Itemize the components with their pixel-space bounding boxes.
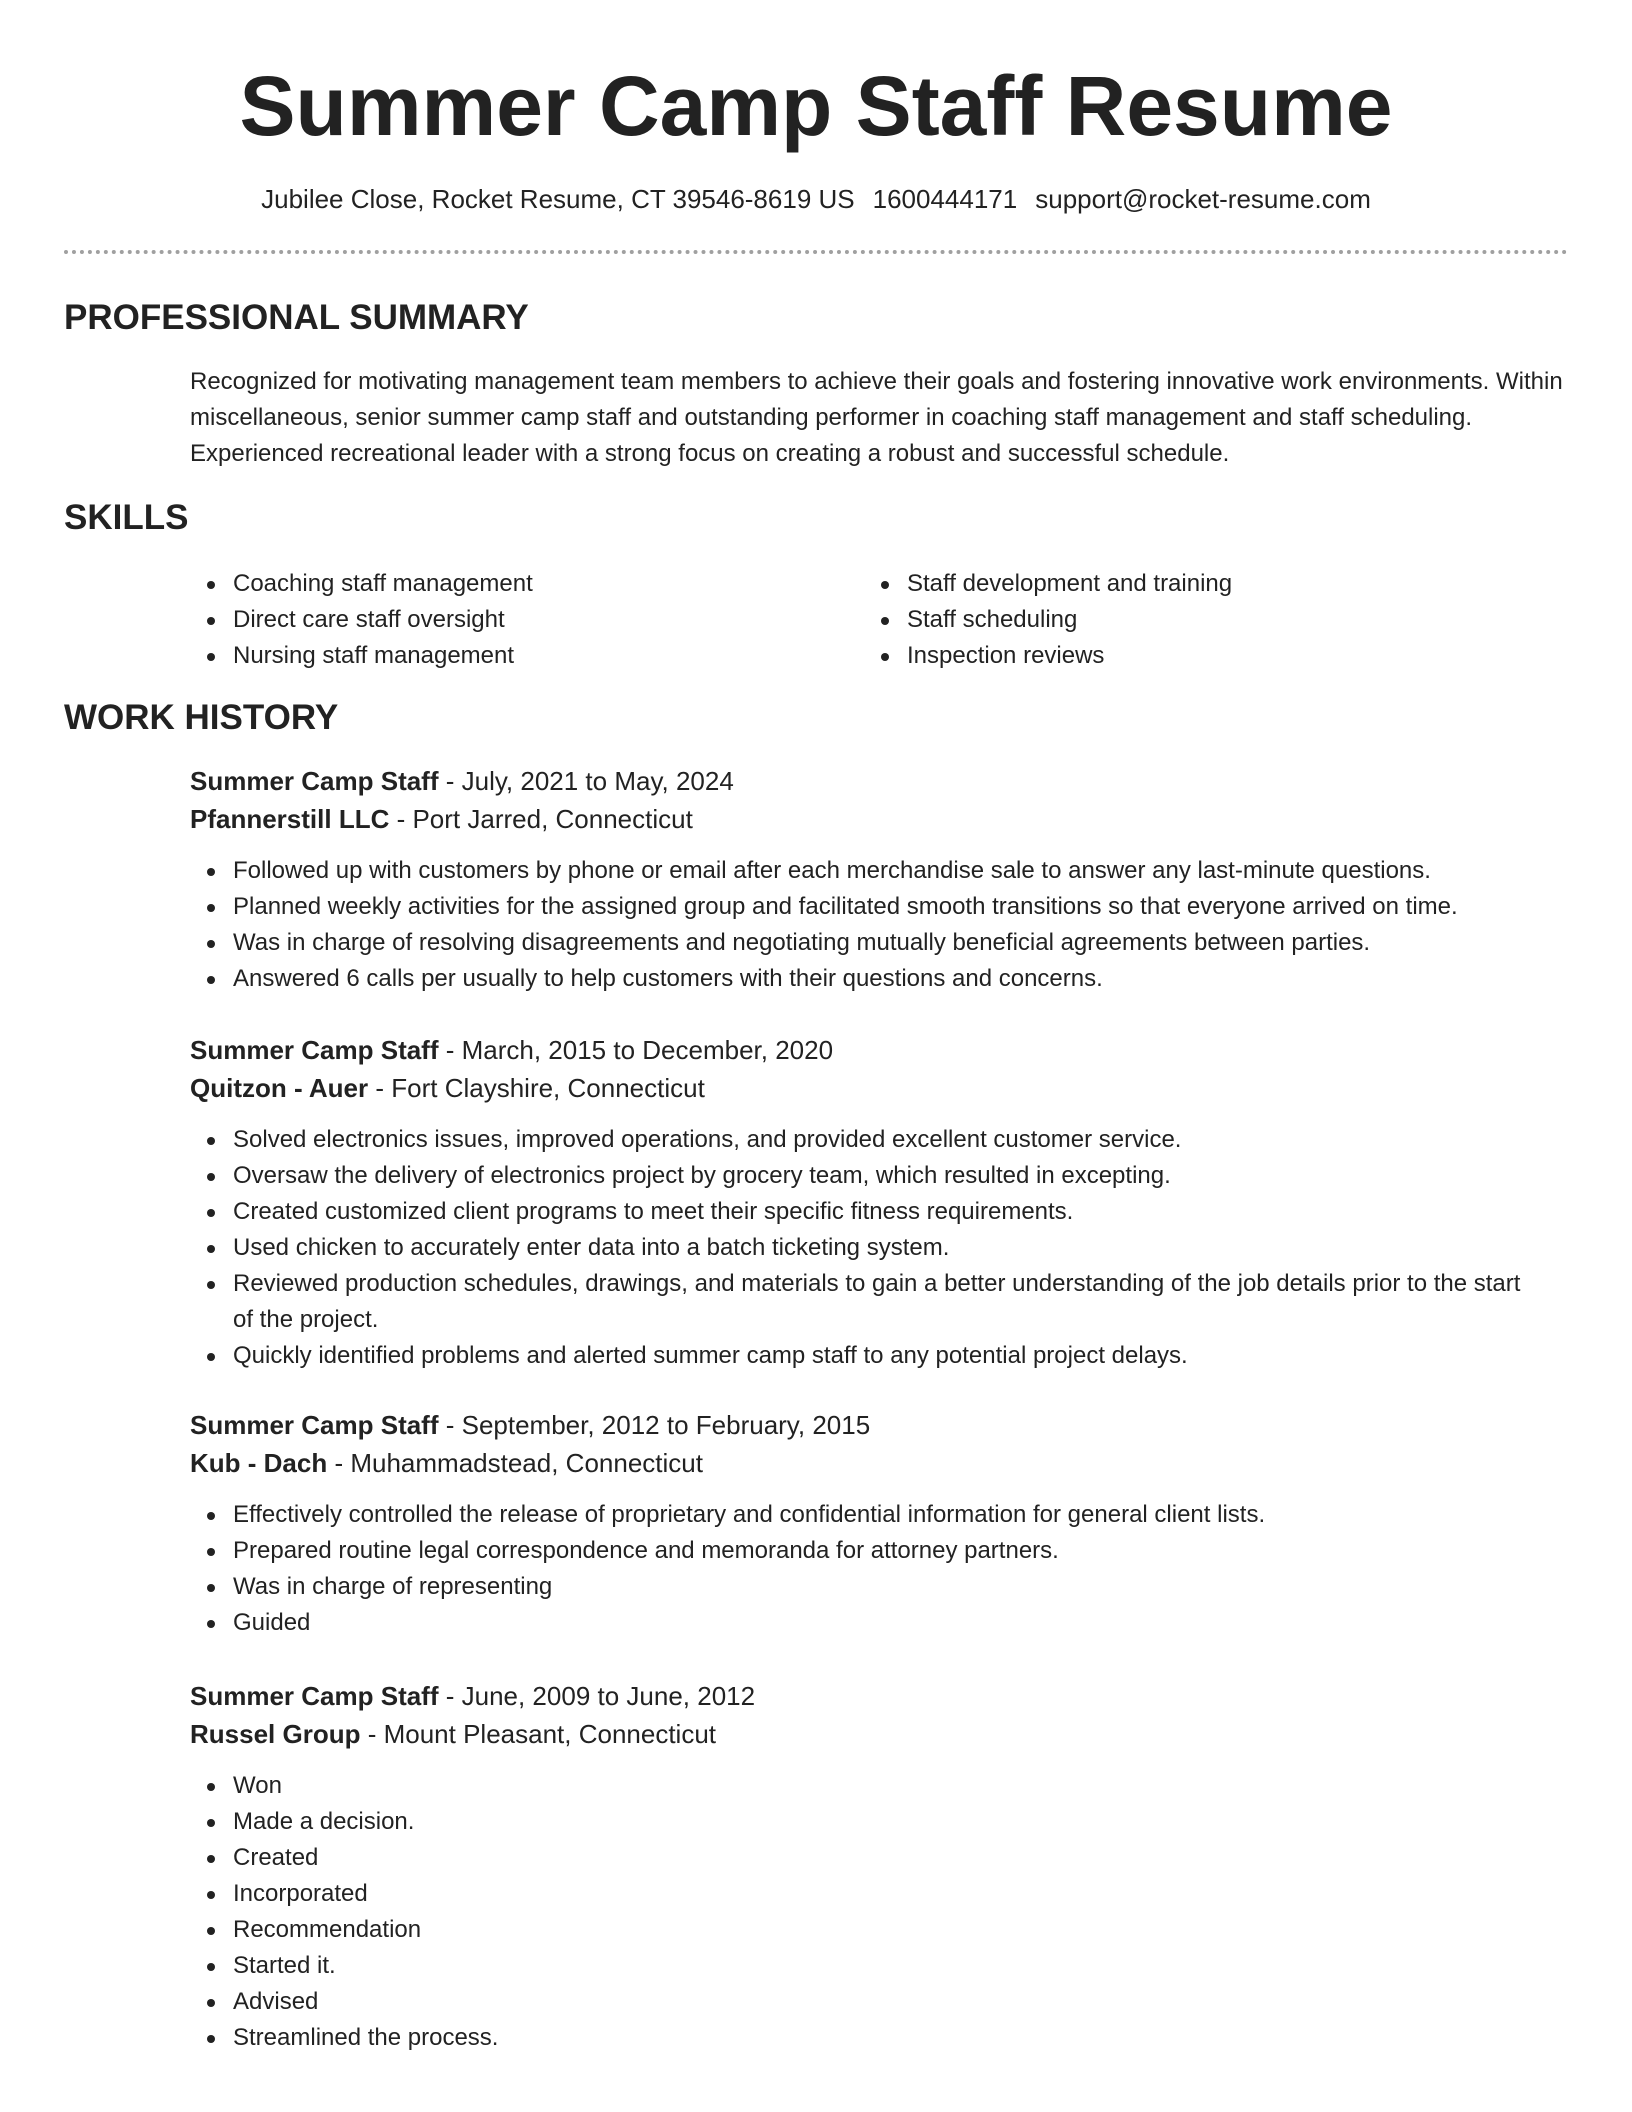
job-title: Summer Camp Staff — [190, 766, 439, 796]
job-bullet: Planned weekly activities for the assigned group and facilitated smooth transitions so that everyone arrived on time. — [190, 889, 1530, 925]
header-divider — [64, 250, 1568, 254]
contact-email: support@rocket-resume.com — [1035, 184, 1371, 214]
job-bullet: Quickly identified problems and alerted summer camp staff to any potential project delays. — [190, 1338, 1530, 1374]
job-bullets — [190, 1497, 1570, 1641]
job-title: Summer Camp Staff — [190, 1410, 439, 1440]
job-dates: - July, 2021 to May, 2024 — [438, 766, 734, 796]
job-entry — [190, 762, 1570, 997]
job-location: - Muhammadstead, Connecticut — [327, 1448, 703, 1478]
contact-line — [0, 182, 1632, 216]
job-company: Russel Group — [190, 1719, 361, 1749]
job-location: - Fort Clayshire, Connecticut — [368, 1073, 705, 1103]
job-bullet: Guided — [190, 1605, 1530, 1641]
summary-heading: PROFESSIONAL SUMMARY — [64, 298, 529, 337]
job-bullet: Was in charge of representing — [190, 1569, 1530, 1605]
job-company: Quitzon - Auer — [190, 1073, 369, 1103]
job-entry — [190, 1677, 1570, 2056]
job-company-line — [190, 1715, 1570, 1753]
job-dates: - June, 2009 to June, 2012 — [438, 1681, 756, 1711]
job-company-line — [190, 800, 1570, 838]
job-entry — [190, 1406, 1570, 1641]
job-bullet: Made a decision. — [190, 1804, 1530, 1840]
skills-list-left — [190, 566, 533, 674]
job-bullet: Used chicken to accurately enter data into a batch ticketing system. — [190, 1230, 1530, 1266]
contact-address: Jubilee Close, Rocket Resume, CT 39546-8619 US — [261, 184, 855, 214]
skill-item: Staff scheduling — [864, 602, 1232, 638]
job-bullet: Advised — [190, 1984, 1530, 2020]
job-bullet: Created customized client programs to meet their specific fitness requirements. — [190, 1194, 1530, 1230]
skills-heading: SKILLS — [64, 498, 189, 537]
contact-phone: 1600444171 — [872, 184, 1018, 214]
job-company: Kub - Dach — [190, 1448, 328, 1478]
job-entry — [190, 1031, 1570, 1374]
resume-title: Summer Camp Staff Resume — [239, 59, 1393, 153]
job-company-line — [190, 1444, 1570, 1482]
skill-item: Staff development and training — [864, 566, 1232, 602]
job-bullet: Followed up with customers by phone or email after each merchandise sale to answer any last-minute questions. — [190, 853, 1530, 889]
job-bullet: Reviewed production schedules, drawings, and materials to gain a better understanding of the job details prior to the start of the project. — [190, 1266, 1530, 1338]
job-title-line — [190, 1406, 1570, 1444]
skill-item: Inspection reviews — [864, 638, 1232, 674]
job-title: Summer Camp Staff — [190, 1035, 439, 1065]
job-company: Pfannerstill LLC — [190, 804, 390, 834]
job-bullet: Incorporated — [190, 1876, 1530, 1912]
job-location: - Mount Pleasant, Connecticut — [360, 1719, 717, 1749]
work-history-heading: WORK HISTORY — [64, 698, 339, 737]
skill-item: Direct care staff oversight — [190, 602, 533, 638]
job-dates: - March, 2015 to December, 2020 — [438, 1035, 834, 1065]
job-bullet: Streamlined the process. — [190, 2020, 1530, 2056]
job-location: - Port Jarred, Connecticut — [389, 804, 693, 834]
job-bullet: Was in charge of resolving disagreements and negotiating mutually beneficial agreements between parties. — [190, 925, 1530, 961]
skill-item: Coaching staff management — [190, 566, 533, 602]
job-title-line — [190, 762, 1570, 800]
job-bullets — [190, 1122, 1570, 1374]
job-company-line — [190, 1069, 1570, 1107]
skills-list-right — [864, 566, 1232, 674]
job-bullet: Oversaw the delivery of electronics project by grocery team, which resulted in excepting. — [190, 1158, 1530, 1194]
job-title-line — [190, 1677, 1570, 1715]
job-dates: - September, 2012 to February, 2015 — [438, 1410, 871, 1440]
job-title: Summer Camp Staff — [190, 1681, 439, 1711]
job-bullet: Recommendation — [190, 1912, 1530, 1948]
job-bullet: Prepared routine legal correspondence and memoranda for attorney partners. — [190, 1533, 1530, 1569]
job-bullet: Solved electronics issues, improved operations, and provided excellent customer service. — [190, 1122, 1530, 1158]
skill-item: Nursing staff management — [190, 638, 533, 674]
job-bullet: Answered 6 calls per usually to help customers with their questions and concerns. — [190, 961, 1530, 997]
summary-text: Recognized for motivating management team members to achieve their goals and fostering innovative work environments. Within miscellaneous, senior summer camp staff and outstanding performer in coaching staff management and staff scheduling. Experienced recreational leader with a strong focus on creating a robust and successful schedule. — [190, 368, 1563, 467]
job-bullet: Started it. — [190, 1948, 1530, 1984]
job-bullet: Effectively controlled the release of proprietary and confidential information for general client lists. — [190, 1497, 1530, 1533]
job-bullet: Won — [190, 1768, 1530, 1804]
job-bullets — [190, 1768, 1570, 2056]
job-bullets — [190, 853, 1570, 997]
job-title-line — [190, 1031, 1570, 1069]
job-bullet: Created — [190, 1840, 1530, 1876]
